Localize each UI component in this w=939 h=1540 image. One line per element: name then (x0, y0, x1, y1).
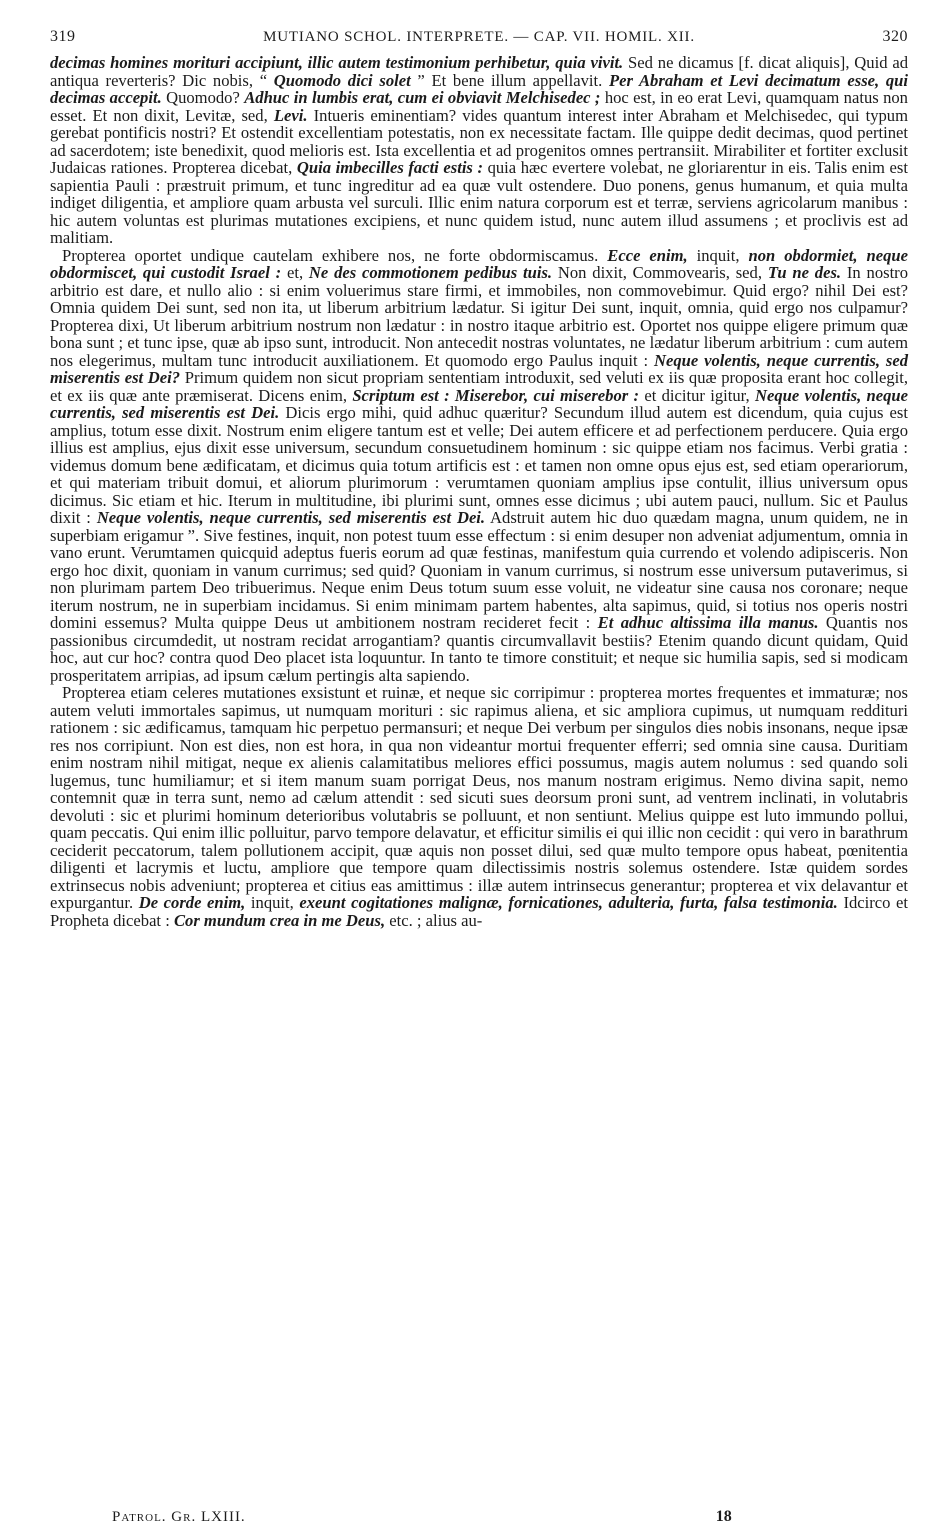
quotation-run: Ecce enim, (607, 245, 688, 265)
body-text (50, 54, 908, 929)
sheet-number: 18 (715, 1508, 732, 1525)
quotation-run: non obdormiet, neque obdormiscet, qui custodit Israel : (50, 245, 908, 282)
text-run: Sed ne dicamus [f. dicat aliquis], Quid ad antiqua reverteris? Dic nobis, “ (50, 53, 908, 90)
text-run: Idcirco et Propheta dicebat : (50, 893, 909, 930)
text-run: hoc est, in eo erat Levi, quamquam natus non esset. Et non dixit, Levitæ, sed, (50, 88, 908, 125)
quotation-run: Levi. (273, 105, 308, 125)
text-run: Dicis ergo mihi, quid adhuc quæritur? Secundum illud autem est dicendum, quia cujus est amplius, totum esse dixit. Nostrum enim eligere tantum est et velle; Dei autem efficere et ad perfectionem perducere. Quia ergo illius est amplius, ejus dixit esse universum, secundum consuetudinem hominum : sic quippe etiam nos facimus. Verbi gratia : videmus domum bene ædificatam, et dicimus quia totum artificis est : et tamen non omne opus ejus est, sed etiam operariorum, et qui materiam tribuit domui, et aliorum plurimorum : verumtamen quoniam amplius ipse contulit, illius universum opus dicimus. Sic etiam et hic. Iterum in multitudine, ibi plurimi sunt, omnes esse dicimus ; ubi autem pauci, nullum. Sic et Paulus dixit : (50, 403, 908, 527)
page-number-right: 320 (882, 28, 908, 45)
quotation-run: Quia imbecilles facti estis : (296, 158, 483, 177)
quotation-run: Neque volentis, neque currentis, sed miserentis est Dei. (50, 385, 909, 422)
quotation-run: Cor mundum crea in me Deus, (173, 910, 386, 930)
running-title: MUTIANO SCHOL. INTERPRETE. — CAP. VII. HOMIL. XII. (263, 29, 695, 45)
quotation-run: Quomodo dici solet (273, 70, 411, 90)
text-run: Quomodo? (161, 88, 245, 107)
text-run: inquit, (687, 245, 749, 265)
paragraph-2 (50, 247, 908, 685)
quotation-run: decimas homines morituri accipiunt, illic autem testimonium perhibetur, quia vivit. (50, 53, 624, 72)
text-run: Primum quidem non sicut propriam sententiam introduxit, sed veluti ex iis quæ proposita erant hoc collegit, et ex iis quæ ante præmiserat. Dicens enim, (50, 368, 908, 405)
text-run: ” Et bene illum appellavit. (410, 70, 609, 90)
quotation-run: Tu ne des. (767, 263, 842, 282)
paragraph-3 (50, 684, 908, 929)
text-run: Intueris eminentiam? vides quantum interest inter Abraham et Melchisedec, qui typum gerebat pontificis nostri? Et ostendit excellentiam potestatis, non ex necessitate factam. Ille quippe dedit decimas, quod pertinet ad sacerdotem; iste benedixit, quod melioris est. Ista excellentia et ad progenitos omnes pertransiit. Mirabiliter et fortiter exclusit Judaicas rationes. Propterea dicebat, (50, 105, 908, 177)
text-run: Non dixit, Commovearis, sed, (552, 263, 768, 282)
text-run: et, (281, 263, 309, 282)
quotation-run: Neque volentis, neque currentis, sed miserentis est Dei? (50, 350, 909, 387)
quotation-run: Adhuc in lumbis erat, cum ei obviavit Melchisedec ; (244, 88, 601, 107)
signature-mark: Patrol. Gr. LXIII. (112, 1509, 246, 1525)
page-number-left: 319 (50, 28, 76, 45)
running-head (50, 28, 908, 52)
text-run: In nostro arbitrio est dare, et nullo alio : si enim voluerimus stare firmi, et immobiles, non commovebimur. Quid ergo? nihil Dei est? Omnia quidem Dei sunt, sed non ita, ut liberum arbitrium lædatur. Si igitur Dei sunt, inquit, omnia, quid ergo nos culpamur? Propterea dixi, Ut liberum arbitrium nostrum non lædatur : in nostro itaque arbitrio est. Oportet nos quippe eligere primum quæ bona sunt ; et tunc ipse, quæ ab ipso sunt, introducit. Non antecedit nostras voluntates, ne lædatur liberum arbitrium : cum autem nos elegerimus, multam tunc introducit auxiliationem. Et quomodo ergo Paulus inquit : (50, 263, 909, 370)
text-run: et dicitur igitur, (639, 385, 755, 405)
quotation-run: Et adhuc altissima illa manus. (597, 613, 819, 632)
quotation-run: Scriptum est : Miserebor, cui miserebor : (352, 385, 640, 405)
text-run: Adstruit autem hic duo quædam magna, unum quidem, ne in superbiam erigamur ”. Sive festines, inquit, non potest tuum esse effectum : si enim desuper non adveniat adjumentum, omnia in vano erunt. Verumtamen quicquid adeptus fueris eorum ad quæ festinas, manifestum quia currendo et volendo adipisceris. Non ergo hoc dixit, quoniam in vanum currimus; sed quid? Quoniam in vanum currimus, si nostrum esse universum putaverimus, si non plurimam partem Deo tribuerimus. Neque enim Deus totum suum esse voluit, ne videatur sine causa nos coronare; neque iterum nostrum, ne in superbiam incidamus. Si enim minimam partem habentes, alta sapimus, quid, si totius nos operis nostri domini essemus? Multa quippe Deus ut ambitionem nostram recideret fecit : (50, 508, 908, 632)
book-page (50, 28, 908, 1528)
quotation-run: Per Abraham et Levi decimatum esse, qui decimas accepit. (50, 70, 909, 107)
text-run: Propterea etiam celeres mutationes exsistunt et ruinæ, et neque sic corripimur : propterea mortes frequentes et immaturæ; nos autem veluti immortales sapimus, ut numquam morituri : sic rapimus aliena, et sic ampliora cupimus, ut numquam reddituri rationem : sic ædificamus, tamquam hic perpetuo permansuri; et neque Dei verbum per singulos dies nobis insonans, neque ipsæ res nos corripiunt. Non est dies, non est hora, in qua non videantur mortui frequenter efferri; sed omnia sine causa. Duritiam enim nostram nihil mitigat, neque ex alienis calamitatibus meliores effici possumus, magis autem nolumus : sed quando soli lugemus, tunc humiliamur; et si item manum suam porrigat Deus, nos manum nostram erigimus. Nemo divina sapit, nemo contemnit quæ in terra sunt, nemo ad cælum attendit : sed sicuti sues deorsum proni sunt, ad ventrem inclinati, in volutabris devoluti : sic et plurimi hominum deterioribus volutabris se polluunt, et non sentiunt. Melius quippe est luto immundo pollui, quam peccatis. Qui enim illic polluitur, parvo tempore delavatur, et efficitur similis ei qui illic non cecidit : qui vero in barathrum ceciderit peccatorum, talem pollutionem accipit, quæ aquis non posset dilui, sed quæ multo tempore opus habeat, pœnitentia diligenti et lacrymis et luctu, ampliore que tempore quam dilectissimis nostris solemus ostendere. Istæ quidem sordes extrinsecus nobis adveniunt; propterea et citius eas amittimus : illæ autem intrinsecus generantur; propterea et vix delavantur et expurgantur. (50, 683, 908, 912)
text-run: Propterea oportet undique cautelam exhibere nos, ne forte obdormiscamus. (62, 245, 608, 265)
text-run: inquit, (245, 893, 300, 912)
quotation-run: Neque volentis, neque currentis, sed miserentis est Dei. (96, 508, 486, 527)
text-run: etc. ; alius au- (385, 910, 483, 930)
text-run: Quantis nos passionibus circumdedit, ut nostram recidat arrogantiam? quantis circumvallavit bestiis? Etenim quando dicunt quidam, Quid hoc, aut cur hoc? contra quod Deo placet ista loquuntur. In tanto te timore constituit; et neque sic humilia sapis, sed si modicam prosperitatem arripias, ad ipsum cælum pertingis alta sapiendo. (50, 613, 908, 685)
quotation-run: Ne des commotionem pedibus tuis. (308, 263, 553, 282)
text-run: quia hæc evertere volebat, ne gloriarentur in eis. Talis enim est sapientia Pauli : præstruit primum, et tunc ingreditur ad ea quæ vult ostendere. Duo ponens, genus humanum, et quia multa indiget diligentia, et ampliore quam arbusta vel surculi. Illic enim natura corporum est et terræ, serviens agricolarum manibus : hic autem voluntas est plurimas mutationes excipiens, et nunc quidem istud, nunc autem illud assumens ; et proclivis est ad malitiam. (50, 158, 908, 247)
paragraph-1 (50, 54, 908, 247)
quotation-run: exeunt cogitationes malignæ, fornicationes, adulteria, furta, falsa testimonia. (299, 893, 838, 912)
quotation-run: De corde enim, (138, 893, 246, 912)
page-footer (112, 1508, 908, 1528)
